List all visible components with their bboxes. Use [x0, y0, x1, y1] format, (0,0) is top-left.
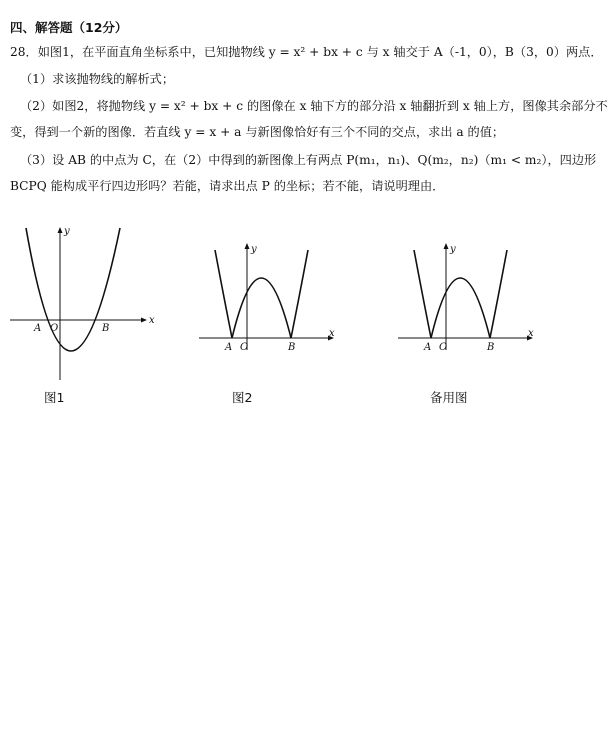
- figure-2-caption: 图2: [232, 390, 253, 405]
- fig2-x-label: x: [329, 328, 335, 339]
- figure-1-parabola: [6, 224, 155, 384]
- fig3-left-branch: [414, 250, 431, 338]
- fig1-point-b-label: B: [102, 323, 110, 334]
- fig2-folded-arch: [232, 278, 291, 338]
- figure-3-caption: 备用图: [430, 390, 468, 405]
- fig1-y-arrow: [58, 227, 63, 233]
- fig3-x-label: x: [528, 328, 534, 339]
- fig3-folded-arch: [431, 278, 490, 338]
- fig3-point-a-label: A: [424, 342, 432, 353]
- question-line-5: （3）设 AB 的中点为 C，在（2）中得到的新图像上有两点 P(m₁，n₁)、Q(m₂，n₂)（m₁ < m₂），四边形: [20, 153, 597, 167]
- fig2-y-arrow: [245, 243, 250, 249]
- question-line-4: 变，得到一个新的图像．若直线 y = x + a 与新图像恰好有三个不同的交点，求出 a 的值；: [10, 125, 505, 139]
- question-line-1: 28．如图1，在平面直角坐标系中，已知抛物线 y = x² + bx + c 与 x 轴交于 A（-1，0），B（3，0）两点．: [10, 45, 603, 59]
- fig3-y-arrow: [444, 243, 449, 249]
- fig1-point-a-label: A: [34, 323, 42, 334]
- question-line-3: （2）如图2，将抛物线 y = x² + bx + c 的图像在 x 轴下方的部分沿 x 轴翻折到 x 轴上方，图像其余部分不: [20, 99, 608, 113]
- fig3-right-branch: [490, 250, 507, 338]
- fig3-y-label: y: [450, 244, 456, 255]
- fig2-right-branch: [291, 250, 308, 338]
- fig2-point-b-label: B: [288, 342, 296, 353]
- fig1-x-label: x: [149, 315, 155, 326]
- fig2-point-a-label: A: [225, 342, 233, 353]
- fig1-y-label: y: [64, 226, 70, 237]
- fig3-point-b-label: B: [487, 342, 495, 353]
- question-line-6: BCPQ 能构成平行四边形吗？若能，请求出点 P 的坐标；若不能，请说明理由．: [10, 179, 445, 193]
- question-line-2: （1）求该抛物线的解析式；: [20, 72, 175, 86]
- figure-1-caption: 图1: [44, 390, 65, 405]
- fig2-y-label: y: [251, 244, 257, 255]
- fig2-left-branch: [215, 250, 232, 338]
- figure-2-folded-parabola: [195, 240, 340, 380]
- fig2-origin-label: O: [240, 342, 249, 353]
- figure-3-spare-diagram: [394, 240, 539, 380]
- fig1-x-arrow: [141, 318, 147, 323]
- fig1-origin-label: O: [50, 323, 59, 334]
- fig3-origin-label: O: [439, 342, 448, 353]
- section-title: 四、解答题（12分）: [10, 20, 128, 35]
